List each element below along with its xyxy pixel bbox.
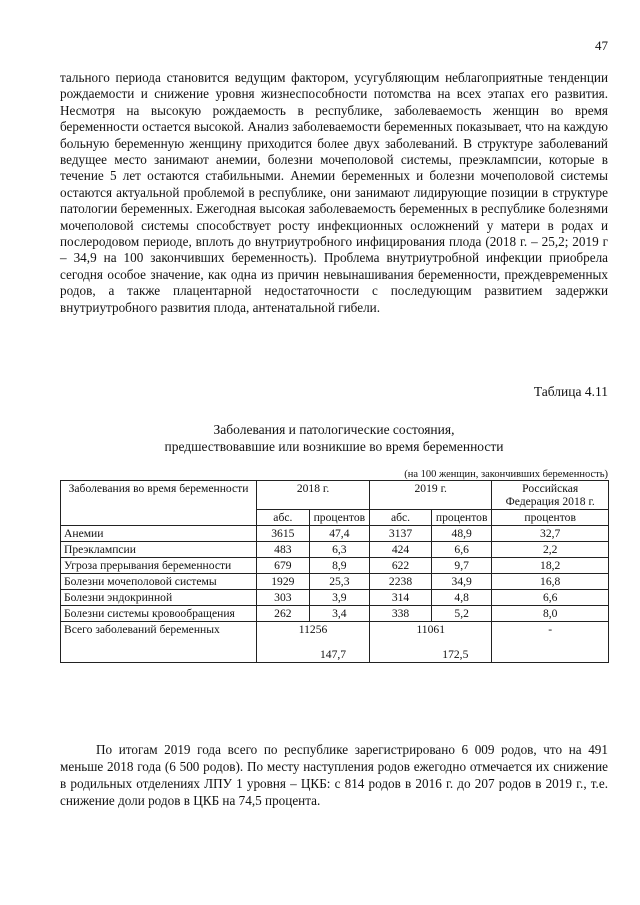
row-abs-2019: 622 [370, 558, 432, 574]
row-abs-2019: 338 [370, 606, 432, 622]
row-rf-pct: 6,6 [492, 590, 609, 606]
total-pct-2019: 172,5 [442, 648, 469, 661]
total-name: Всего заболеваний беременных [61, 622, 257, 663]
row-pct-2019: 6,6 [431, 542, 491, 558]
row-pct-2018: 47,4 [309, 526, 369, 542]
row-abs-2018: 3615 [257, 526, 310, 542]
row-pct-2018: 3,9 [309, 590, 369, 606]
header-year-2018: 2018 г. [257, 481, 370, 510]
row-abs-2019: 2238 [370, 574, 432, 590]
row-pct-2019: 5,2 [431, 606, 491, 622]
row-pct-2019: 9,7 [431, 558, 491, 574]
table-total-row [61, 622, 609, 663]
row-rf-pct: 18,2 [492, 558, 609, 574]
row-abs-2019: 424 [370, 542, 432, 558]
subheader-rf-pct: процентов [492, 510, 609, 526]
table-row [61, 542, 609, 558]
total-abs-2018: 11256 [298, 623, 328, 636]
subheader-abs-2019: абс. [370, 510, 432, 526]
body-paragraph-2 [60, 741, 608, 809]
table-row [61, 526, 609, 542]
table-row [61, 606, 609, 622]
header-year-2019: 2019 г. [370, 481, 492, 510]
row-rf-pct: 8,0 [492, 606, 609, 622]
row-pct-2019: 48,9 [431, 526, 491, 542]
row-abs-2019: 3137 [370, 526, 432, 542]
table-header-row [61, 481, 609, 510]
row-pct-2019: 34,9 [431, 574, 491, 590]
body-paragraph-1: тального периода становится ведущим фактором, усугубляющим неблагоприятные тенденции рождаемости и снижение уровня жизнеспособности потомства на всех этапах его развития. Несмотря на высокую рождаемость в республике, заболеваемость женщин во время беременности остается высокой. Анализ заболеваемости беременных показывает, что на каждую больную беременную женщину приходится более двух заболеваний. В структуре заболеваний ведущее место занимают анемии, болезни мочеполовой системы, преэклампсии, которые в течение 5 лет остаются стабильными. Анемии беременных и болезни мочеполовой системы остаются актуальной проблемой в республике, они занимают лидирующие позиции в структуре патологии беременных. Ежегодная высокая заболеваемость беременных в республике болезнями мочеполовой системы способствует росту инфекционных осложнений у матери в родах и послеродовом периоде, вплоть до внутриутробного инфицирования плода (2018 г. – 25,2; 2019 г – 34,9 на 100 закончивших беременность). Проблема внутриутробной инфекции приобрела сегодня особое значение, как одна из причин невынашивания беременности, преждевременных родов, а также плацентарной недостаточности с последующим развитием задержки внутриутробного развития плода, антенатальной гибели. [60, 70, 608, 315]
row-name: Угроза прерывания беременности [61, 558, 257, 574]
row-pct-2018: 3,4 [309, 606, 369, 622]
subheader-abs-2018: абс. [257, 510, 310, 526]
row-rf-pct: 2,2 [492, 542, 609, 558]
table-row [61, 558, 609, 574]
table-unit-note: (на 100 женщин, закончивших беременность) [404, 469, 608, 480]
row-name: Анемии [61, 526, 257, 542]
row-pct-2019: 4,8 [431, 590, 491, 606]
row-abs-2018: 1929 [257, 574, 310, 590]
row-rf-pct: 16,8 [492, 574, 609, 590]
table-title [60, 421, 608, 455]
pregnancy-diseases-table [60, 480, 609, 663]
row-name: Болезни системы кровообращения [61, 606, 257, 622]
row-pct-2018: 8,9 [309, 558, 369, 574]
header-diseases: Заболевания во время беременности [61, 481, 257, 526]
row-abs-2018: 262 [257, 606, 310, 622]
total-rf: - [492, 622, 609, 663]
table-row [61, 590, 609, 606]
table-title-line-2: предшествовавшие или возникшие во время беременности [164, 439, 504, 454]
subheader-pct-2019: процентов [431, 510, 491, 526]
page-number: 47 [595, 38, 608, 53]
table-number: Таблица 4.11 [533, 384, 608, 399]
row-pct-2018: 25,3 [309, 574, 369, 590]
row-abs-2018: 679 [257, 558, 310, 574]
body-paragraph-2-text: По итогам 2019 года всего по республике зарегистрировано 6 009 родов, что на 491 меньше 2018 года (6 500 родов). По месту наступления родов ежегодно отмечается их снижение в родильных отделениях ЛПУ 1 уровня – ЦКБ: с 814 родов в 2016 г. до 207 родов в 2019 г., т.е. снижение доли родов в ЦКБ на 74,5 процента. [60, 742, 608, 808]
table-row [61, 574, 609, 590]
row-abs-2019: 314 [370, 590, 432, 606]
row-pct-2018: 6,3 [309, 542, 369, 558]
row-abs-2018: 303 [257, 590, 310, 606]
table-title-line-1: Заболевания и патологические состояния, [213, 422, 455, 437]
header-russian-federation: Российская Федерация 2018 г. [492, 481, 609, 510]
total-abs-2019: 11061 [416, 623, 445, 636]
row-name: Болезни мочеполовой системы [61, 574, 257, 590]
total-2019 [370, 622, 492, 663]
row-name: Преэклампсии [61, 542, 257, 558]
total-2018 [257, 622, 370, 663]
total-pct-2018: 147,7 [319, 648, 347, 661]
row-abs-2018: 483 [257, 542, 310, 558]
row-name: Болезни эндокринной [61, 590, 257, 606]
subheader-pct-2018: процентов [309, 510, 369, 526]
row-rf-pct: 32,7 [492, 526, 609, 542]
